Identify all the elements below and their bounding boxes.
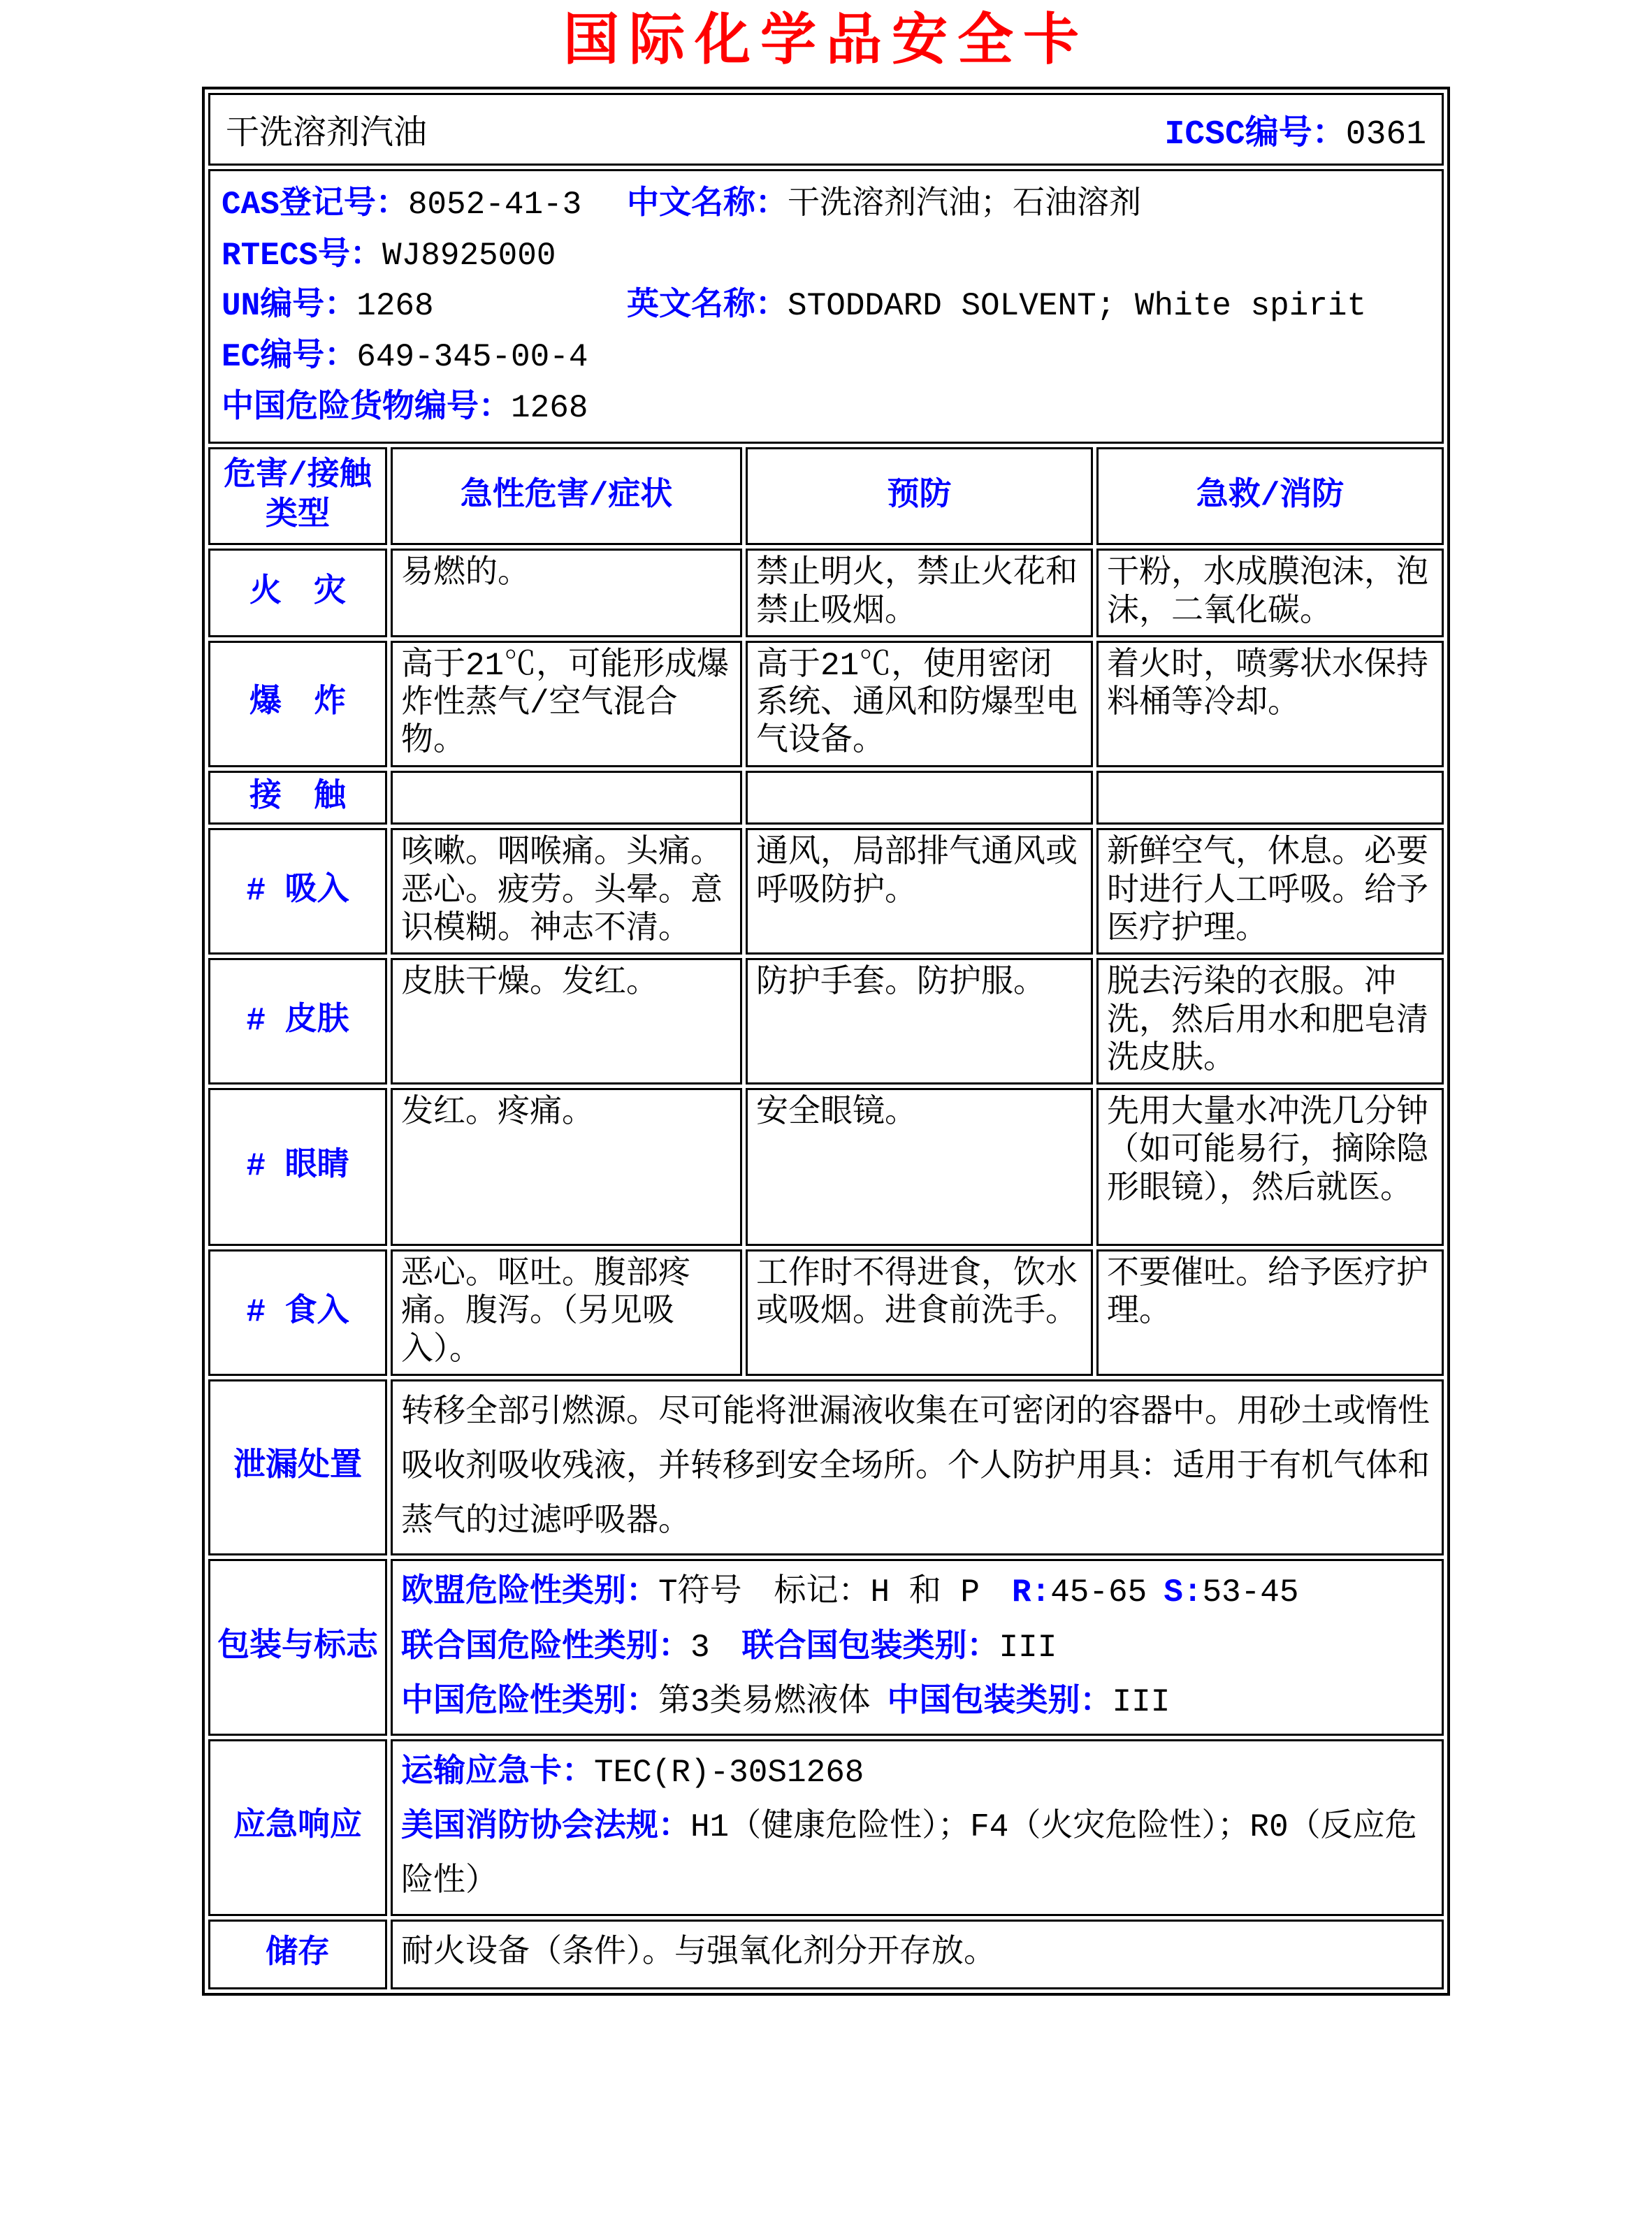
emergency-response-row <box>208 1739 1444 1916</box>
prevention-cell <box>746 771 1093 825</box>
cn-hazard-class-line: 中国危险性类别：第3类易燃液体 中国包装类别：III <box>400 1683 1171 1720</box>
icsc-number-value: 0361 <box>1345 116 1426 154</box>
chemical-names <box>627 180 1430 433</box>
symptoms-cell <box>391 771 742 825</box>
hazard-row-ingestion <box>208 1249 1444 1376</box>
hazard-type-cell: # 眼睛 <box>208 1088 387 1246</box>
chinese-name-line: 中文名称：干洗溶剂汽油；石油溶剂 <box>627 187 1141 223</box>
column-header-hazard-type: 危害/接触类型 <box>208 447 387 545</box>
ec-number-line: EC编号：649-345-00-4 <box>222 339 588 376</box>
spill-disposal-text: 转移全部引燃源。尽可能将泄漏液收集在可密闭的容器中。用砂土或惰性吸收剂吸收残液，并转移到安全场所。个人防护用具：适用于有机气体和蒸气的过滤呼吸器。 <box>391 1379 1444 1556</box>
registry-numbers <box>222 180 627 433</box>
icsc-number-group <box>1165 105 1426 154</box>
prevention-cell: 禁止明火，禁止火花和禁止吸烟。 <box>746 549 1093 637</box>
packaging-labelling-row <box>208 1559 1444 1736</box>
name-row <box>208 93 1444 166</box>
hazard-type-cell: 火 灾 <box>208 549 387 637</box>
symptoms-cell: 恶心。呕吐。腹部疼痛。腹泻。（另见吸入）。 <box>391 1249 742 1376</box>
symptoms-cell: 咳嗽。咽喉痛。头痛。恶心。疲劳。头晕。意识模糊。神志不清。 <box>391 828 742 955</box>
first-aid-cell: 干粉，水成膜泡沫，泡沫，二氧化碳。 <box>1096 549 1444 637</box>
hazard-row-fire <box>208 549 1444 637</box>
symptoms-cell: 发红。疼痛。 <box>391 1088 742 1246</box>
un-hazard-class-line: 联合国危险性类别：3 联合国包装类别：III <box>400 1629 1057 1666</box>
substance-name: 干洗溶剂汽油 <box>226 116 428 154</box>
identification-row <box>208 169 1444 444</box>
hazard-row-inhalation <box>208 828 1444 955</box>
column-header-first-aid: 急救/消防 <box>1096 447 1444 545</box>
china-dg-number-line: 中国危险货物编号：1268 <box>222 389 588 426</box>
hazard-row-explosion <box>208 641 1444 767</box>
hazard-type-cell: # 食入 <box>208 1249 387 1376</box>
symptoms-cell: 易燃的。 <box>391 549 742 637</box>
un-number-line: UN编号：1268 <box>222 288 434 325</box>
section-label-storage: 储存 <box>208 1920 387 1989</box>
column-header-prevention: 预防 <box>746 447 1093 545</box>
prevention-cell: 通风，局部排气通风或呼吸防护。 <box>746 828 1093 955</box>
hazard-type-cell: 接 触 <box>208 771 387 825</box>
hazard-row-skin <box>208 958 1444 1085</box>
section-label-spill: 泄漏处置 <box>208 1379 387 1556</box>
prevention-cell: 高于21℃，使用密闭系统、通风和防爆型电气设备。 <box>746 641 1093 767</box>
hazard-row-exposure <box>208 771 1444 825</box>
icsc-number-label: ICSC编号： <box>1164 116 1346 154</box>
section-label-packaging: 包装与标志 <box>208 1559 387 1736</box>
english-name-line: 英文名称：STODDARD SOLVENT; White spirit <box>627 287 1367 324</box>
first-aid-cell: 新鲜空气，休息。必要时进行人工呼吸。给予医疗护理。 <box>1096 828 1444 955</box>
storage-row <box>208 1920 1444 1989</box>
symptoms-cell: 皮肤干燥。发红。 <box>391 958 742 1085</box>
hazard-type-cell: # 皮肤 <box>208 958 387 1085</box>
symptoms-cell: 高于21℃，可能形成爆炸性蒸气/空气混合物。 <box>391 641 742 767</box>
hazard-type-cell: # 吸入 <box>208 828 387 955</box>
prevention-cell: 工作时不得进食，饮水或吸烟。进食前洗手。 <box>746 1249 1093 1376</box>
hazard-header-row <box>208 447 1444 545</box>
page-title: 国际化学品安全卡 <box>563 13 1089 76</box>
hazard-row-eyes <box>208 1088 1444 1246</box>
name-cell <box>208 93 1444 166</box>
hazard-type-cell: 爆 炸 <box>208 641 387 767</box>
spill-disposal-row <box>208 1379 1444 1556</box>
eu-hazard-class-line: 欧盟危险性类别：T符号 标记：H 和 P R:45-65 S:53-45 <box>400 1574 1299 1611</box>
nfpa-code-line: 美国消防协会法规：H1（健康危险性）；F4（火灾危险性）；R0（反应危险性） <box>400 1809 1417 1901</box>
first-aid-cell: 脱去污染的衣服。冲洗，然后用水和肥皂清洗皮肤。 <box>1096 958 1444 1085</box>
tec-card-line: 运输应急卡：TEC(R)-30S1268 <box>400 1755 864 1791</box>
emergency-response-content <box>391 1739 1444 1916</box>
storage-text: 耐火设备（条件）。与强氧化剂分开存放。 <box>391 1920 1444 1989</box>
first-aid-cell <box>1096 771 1444 825</box>
column-header-symptoms: 急性危害/症状 <box>391 447 742 545</box>
first-aid-cell: 不要催吐。给予医疗护理。 <box>1096 1249 1444 1376</box>
first-aid-cell: 着火时，喷雾状水保持料桶等冷却。 <box>1096 641 1444 767</box>
section-label-emergency: 应急响应 <box>208 1739 387 1916</box>
cas-number-line: CAS登记号：8052-41-3 <box>222 187 582 223</box>
identification-cell <box>208 169 1444 444</box>
prevention-cell: 防护手套。防护服。 <box>746 958 1093 1085</box>
icsc-card-table <box>202 87 1450 1996</box>
prevention-cell: 安全眼镜。 <box>746 1088 1093 1246</box>
first-aid-cell: 先用大量水冲洗几分钟（如可能易行，摘除隐形眼镜），然后就医。 <box>1096 1088 1444 1246</box>
packaging-labelling-content <box>391 1559 1444 1736</box>
rtecs-number-line: RTECS号：WJ8925000 <box>222 237 556 274</box>
